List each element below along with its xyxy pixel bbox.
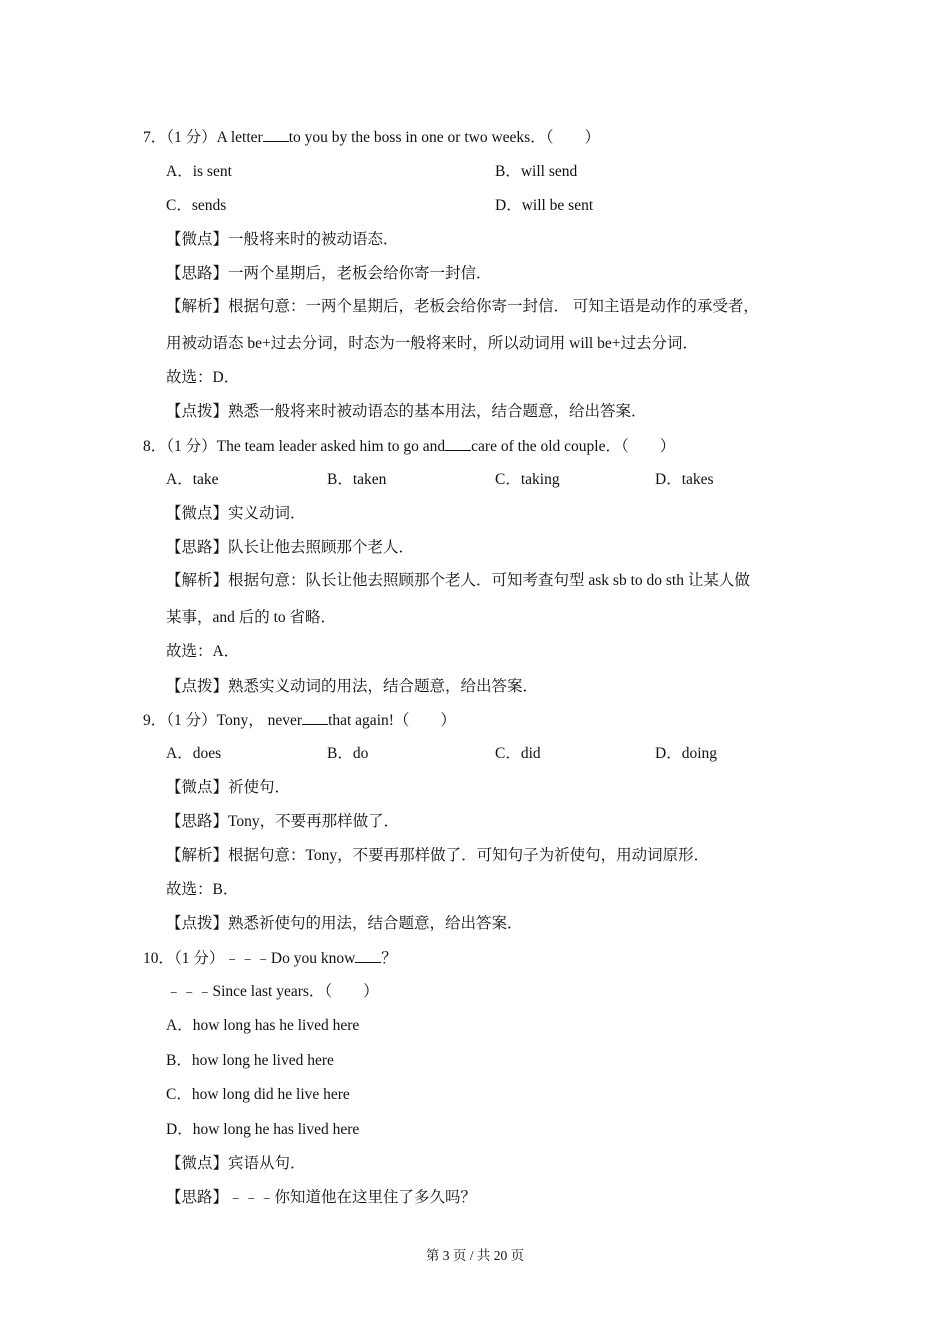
q10-option-a: A．how long has he lived here [166,1017,360,1034]
q9-stem: 9．（1 分）Tony， never that again!（ ） [143,712,456,729]
q8-option-c: C．taking [495,471,560,488]
q10-stem: 10．（1 分）﹣﹣﹣Do you know ？ [143,950,397,967]
answer-blank [263,127,289,142]
q10-stem-line2: ﹣﹣﹣Since last years．（ ） [166,983,379,1000]
q7-option-b: B．will send [495,163,578,180]
q9-option-d: D．doing [655,745,718,762]
q9-jiexi: 【解析】根据句意：Tony，不要再那样做了．可知句子为祈使句，用动词原形． [166,847,710,864]
q7-jiexi-line1: 【解析】根据句意：一两个星期后，老板会给你寄一封信． 可知主语是动作的承受者， [166,298,759,315]
page-footer: 第 3 页 / 共 20 页 [425,1248,525,1263]
q8-option-d: D．takes [655,471,714,488]
q7-dianbo: 【点拨】熟悉一般将来时被动语态的基本用法，结合题意，给出答案． [166,403,647,420]
answer-blank [445,436,471,451]
q7-jiexi-line2: 用被动语态 be+过去分词，时态为一般将来时，所以动词用 will be+过去分词． [166,335,698,352]
q10-option-c: C．how long did he live here [166,1086,350,1103]
answer-blank [302,710,328,725]
q10-silu: 【思路】﹣﹣﹣你知道他在这里住了多久吗？ [166,1189,477,1206]
q8-silu: 【思路】队长让他去照顾那个老人． [166,539,415,556]
q7-silu: 【思路】一两个星期后，老板会给你寄一封信． [166,265,492,282]
q8-weidian: 【微点】实义动词． [166,505,306,522]
q10-weidian: 【微点】宾语从句． [166,1155,306,1172]
q9-option-c: C．did [495,745,541,762]
q7-stem: 7．（1 分）A letter to you by the boss in one or two weeks．（ ） [143,129,600,146]
q9-option-b: B．do [327,745,369,762]
q9-answer: 故选：B． [166,881,239,898]
q10-option-d: D．how long he has lived here [166,1121,360,1138]
q8-dianbo: 【点拨】熟悉实义动词的用法，结合题意，给出答案． [166,678,539,695]
q8-jiexi-line2: 某事，and 后的 to 省略． [166,609,337,626]
q7-option-d: D．will be sent [495,197,594,214]
q7-option-a: A．is sent [166,163,232,180]
q9-dianbo: 【点拨】熟悉祈使句的用法，结合题意，给出答案． [166,915,523,932]
answer-blank [355,948,381,963]
q8-option-b: B．taken [327,471,387,488]
q7-weidian: 【微点】一般将来时的被动语态． [166,231,399,248]
q8-stem: 8．（1 分）The team leader asked him to go and care of the old couple．（ ） [143,438,676,455]
q7-answer: 故选：D． [166,369,240,386]
q9-weidian: 【微点】祈使句． [166,779,291,796]
q8-jiexi-line1: 【解析】根据句意：队长让他去照顾那个老人．可知考查句型 ask sb to do sth 让某人做 [166,572,750,589]
q9-option-a: A．does [166,745,222,762]
q7-option-c: C．sends [166,197,227,214]
q10-option-b: B．how long he lived here [166,1052,334,1069]
q8-option-a: A．take [166,471,219,488]
q8-answer: 故选：A． [166,643,240,660]
q9-silu: 【思路】Tony，不要再那样做了． [166,813,400,830]
